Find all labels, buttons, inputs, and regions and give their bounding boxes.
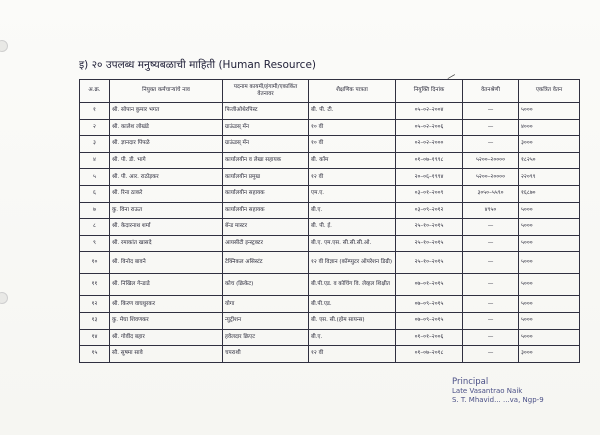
designation-cell: कार्यालयीन सहायक bbox=[223, 185, 309, 202]
pay-scale-cell: — bbox=[463, 119, 519, 136]
joining-date-cell: ०१–०७–२०१८ bbox=[396, 346, 463, 363]
pen-mark: — bbox=[445, 70, 458, 84]
designation-cell: फिजीओथेरपिस्ट bbox=[223, 103, 309, 120]
qualification-cell: बी.पी.एड. bbox=[309, 296, 396, 313]
consolidated-pay-cell: ५००० bbox=[519, 103, 580, 120]
sr-no-cell: १० bbox=[80, 252, 110, 274]
joining-date-cell: २५–१०–२०१५ bbox=[396, 235, 463, 252]
sr-no-cell: १५ bbox=[80, 346, 110, 363]
sr-no-cell: ६ bbox=[80, 185, 110, 202]
consolidated-pay-cell: ५००० bbox=[519, 296, 580, 313]
table-row bbox=[80, 136, 580, 153]
consolidated-pay-cell: ५००० bbox=[519, 235, 580, 252]
designation-cell: बॅन्ड मास्टर bbox=[223, 219, 309, 236]
table-row bbox=[80, 296, 580, 313]
name-cell: श्री. ज्ञानदार पिंपळे bbox=[110, 136, 223, 153]
qualification-cell: १२ वी bbox=[309, 169, 396, 186]
consolidated-pay-cell: ५००० bbox=[519, 274, 580, 296]
pay-scale-cell: — bbox=[463, 346, 519, 363]
name-cell: श्री. विनोद बावने bbox=[110, 252, 223, 274]
pay-scale-cell: — bbox=[463, 252, 519, 274]
sr-no-cell: २ bbox=[80, 119, 110, 136]
qualification-cell: एम.ए. bbox=[309, 185, 396, 202]
sr-no-cell: ११ bbox=[80, 274, 110, 296]
qualification-cell: बी.ए. bbox=[309, 202, 396, 219]
table-row bbox=[80, 119, 580, 136]
table-row bbox=[80, 346, 580, 363]
pay-scale-cell: ५२००–२०००० bbox=[463, 169, 519, 186]
pay-scale-cell: — bbox=[463, 296, 519, 313]
table-row bbox=[80, 185, 580, 202]
pay-scale-cell: ३०५०–५५९० bbox=[463, 185, 519, 202]
consolidated-pay-cell: ५००० bbox=[519, 312, 580, 329]
joining-date-cell: २०–०६–१९९४ bbox=[396, 169, 463, 186]
name-cell: श्री. कालेश लोखंडे bbox=[110, 119, 223, 136]
pay-scale-cell: — bbox=[463, 136, 519, 153]
joining-date-cell: ०३–०१–२००९ bbox=[396, 185, 463, 202]
consolidated-pay-cell: १६८७० bbox=[519, 185, 580, 202]
table-row bbox=[80, 152, 580, 169]
designation-cell: टेक्निकल असिस्टंट bbox=[223, 252, 309, 274]
human-resource-table bbox=[79, 79, 580, 363]
col-header-name: नियुक्त कर्मचाऱ्यांचे नाव bbox=[110, 80, 223, 103]
sr-no-cell: १३ bbox=[80, 312, 110, 329]
qualification-cell: १० वी bbox=[309, 136, 396, 153]
stamp-line-college: Late Vasantrao Naik bbox=[452, 387, 523, 395]
pay-scale-cell: — bbox=[463, 235, 519, 252]
table-row bbox=[80, 219, 580, 236]
sr-no-cell: १ bbox=[80, 103, 110, 120]
punch-hole bbox=[0, 40, 8, 52]
pay-scale-cell: — bbox=[463, 103, 519, 120]
consolidated-pay-cell: ५००० bbox=[519, 202, 580, 219]
name-cell: कु. मेघा शिवणकर bbox=[110, 312, 223, 329]
designation-cell: चपराशी bbox=[223, 346, 309, 363]
name-cell: श्री. पी. डी. भागे bbox=[110, 152, 223, 169]
sr-no-cell: ३ bbox=[80, 136, 110, 153]
designation-cell: कोच (क्रिकेट) bbox=[223, 274, 309, 296]
designation-cell: योगा bbox=[223, 296, 309, 313]
sr-no-cell: ९ bbox=[80, 235, 110, 252]
table-body bbox=[80, 103, 580, 363]
stamp-line-address: S. T. Mhavid... ...va, Ngp-9 bbox=[452, 396, 544, 404]
table-row bbox=[80, 202, 580, 219]
name-cell: श्री. गोवींद बहार bbox=[110, 329, 223, 346]
qualification-cell: १२ वी bbox=[309, 346, 396, 363]
pay-scale-cell: — bbox=[463, 312, 519, 329]
pay-scale-cell: ५२००–२०००० bbox=[463, 152, 519, 169]
pay-scale-cell: ४९५० bbox=[463, 202, 519, 219]
name-cell: श्री. किरण वाघधुरकर bbox=[110, 296, 223, 313]
table-row bbox=[80, 103, 580, 120]
consolidated-pay-cell: ५००० bbox=[519, 219, 580, 236]
joining-date-cell: ०१–०७–१९९८ bbox=[396, 152, 463, 169]
table-header-row bbox=[80, 80, 580, 103]
col-header-designation: पदनाम कायमी/हंगामी/एकाकिंत वेतनावर bbox=[223, 80, 309, 103]
name-cell: सौ. सुषमा सावे bbox=[110, 346, 223, 363]
joining-date-cell: २५–१०–२०१५ bbox=[396, 219, 463, 236]
joining-date-cell: ०७–०९–२०१५ bbox=[396, 312, 463, 329]
qualification-cell: बी. एस. सी.(होम सायन्स) bbox=[309, 312, 396, 329]
pay-scale-cell: — bbox=[463, 219, 519, 236]
table-row bbox=[80, 252, 580, 274]
designation-cell: कार्यालयीन प्रमुख bbox=[223, 169, 309, 186]
qualification-cell: बी. पी. टी. bbox=[309, 103, 396, 120]
col-header-qualification: शैक्षणिक पात्रता bbox=[309, 80, 396, 103]
sr-no-cell: ७ bbox=[80, 202, 110, 219]
table-row bbox=[80, 235, 580, 252]
name-cell: श्री. रिना ठाकरे bbox=[110, 185, 223, 202]
name-cell: श्री. रमाकांत खासदे bbox=[110, 235, 223, 252]
designation-cell: न्युट्रीशन bbox=[223, 312, 309, 329]
name-cell: श्री. निखिल गेन्डाडे bbox=[110, 274, 223, 296]
sr-no-cell: ४ bbox=[80, 152, 110, 169]
sr-no-cell: ८ bbox=[80, 219, 110, 236]
designation-cell: कार्यालयीन व लेखा सहायक bbox=[223, 152, 309, 169]
qualification-cell: १० वी bbox=[309, 119, 396, 136]
designation-cell: हवेलदार क्रिएट bbox=[223, 329, 309, 346]
pay-scale-cell: — bbox=[463, 329, 519, 346]
qualification-cell: बी.ए. bbox=[309, 329, 396, 346]
stamp-title: Principal bbox=[452, 377, 489, 387]
table-row bbox=[80, 274, 580, 296]
consolidated-pay-cell: १८२५० bbox=[519, 152, 580, 169]
joining-date-cell: ०७–०१–२०१५ bbox=[396, 274, 463, 296]
joining-date-cell: ०७–०९–२०१५ bbox=[396, 296, 463, 313]
col-header-joining-date: नियुक्ति दिनांक bbox=[396, 80, 463, 103]
section-heading: इ) २० उपलब्ध मनुष्यबळाची माहिती (Human Resource) bbox=[79, 59, 317, 71]
principal-stamp bbox=[452, 378, 544, 405]
name-cell: श्री. पी. आर. राठोड़कर bbox=[110, 169, 223, 186]
joining-date-cell: २५–१०–२०१५ bbox=[396, 252, 463, 274]
sr-no-cell: ५ bbox=[80, 169, 110, 186]
joining-date-cell: ०१–०१–२००६ bbox=[396, 329, 463, 346]
name-cell: श्री. केदारनाथ शर्मा bbox=[110, 219, 223, 236]
sr-no-cell: १२ bbox=[80, 296, 110, 313]
designation-cell: ग्राऊंडस् मॅन bbox=[223, 119, 309, 136]
sr-no-cell: १४ bbox=[80, 329, 110, 346]
consolidated-pay-cell: ४००० bbox=[519, 119, 580, 136]
consolidated-pay-cell: २२०९९ bbox=[519, 169, 580, 186]
qualification-cell: बी.ए. एम.एस. सी.सी.सी.ओ. bbox=[309, 235, 396, 252]
pay-scale-cell: — bbox=[463, 274, 519, 296]
name-cell: श्री. सोपान कुमार भगत bbox=[110, 103, 223, 120]
col-header-consolidated-pay: एकत्रित वेतन bbox=[519, 80, 580, 103]
joining-date-cell: ०५–०२–२००४ bbox=[396, 103, 463, 120]
col-header-sr: अ.क्र. bbox=[80, 80, 110, 103]
name-cell: कु. विना राऊत bbox=[110, 202, 223, 219]
consolidated-pay-cell: ५००० bbox=[519, 329, 580, 346]
table-row bbox=[80, 329, 580, 346]
designation-cell: आयसीटी इन्स्ट्रक्टर bbox=[223, 235, 309, 252]
qualification-cell: १२ वी विज्ञान (कॉम्प्युटर ऑपरेशन डिग्री) bbox=[309, 252, 396, 274]
qualification-cell: बी. पी. ई. bbox=[309, 219, 396, 236]
col-header-pay-scale: वेतनश्रेणी bbox=[463, 80, 519, 103]
qualification-cell: बी. कॉम bbox=[309, 152, 396, 169]
punch-hole bbox=[0, 292, 8, 304]
designation-cell: कार्यालयीन सहायक bbox=[223, 202, 309, 219]
table-row bbox=[80, 312, 580, 329]
joining-date-cell: ०२–०२–२००० bbox=[396, 136, 463, 153]
consolidated-pay-cell: ५००० bbox=[519, 252, 580, 274]
joining-date-cell: ०३–०९–२०१२ bbox=[396, 202, 463, 219]
joining-date-cell: ०५–०२–२००६ bbox=[396, 119, 463, 136]
qualification-cell: बी.पी.एड. व कोचिंग वि. लेव्हल शिक्षीत bbox=[309, 274, 396, 296]
table-row bbox=[80, 169, 580, 186]
consolidated-pay-cell: ३००० bbox=[519, 346, 580, 363]
designation-cell: ग्राऊंडस् मॅन bbox=[223, 136, 309, 153]
consolidated-pay-cell: ३००० bbox=[519, 136, 580, 153]
